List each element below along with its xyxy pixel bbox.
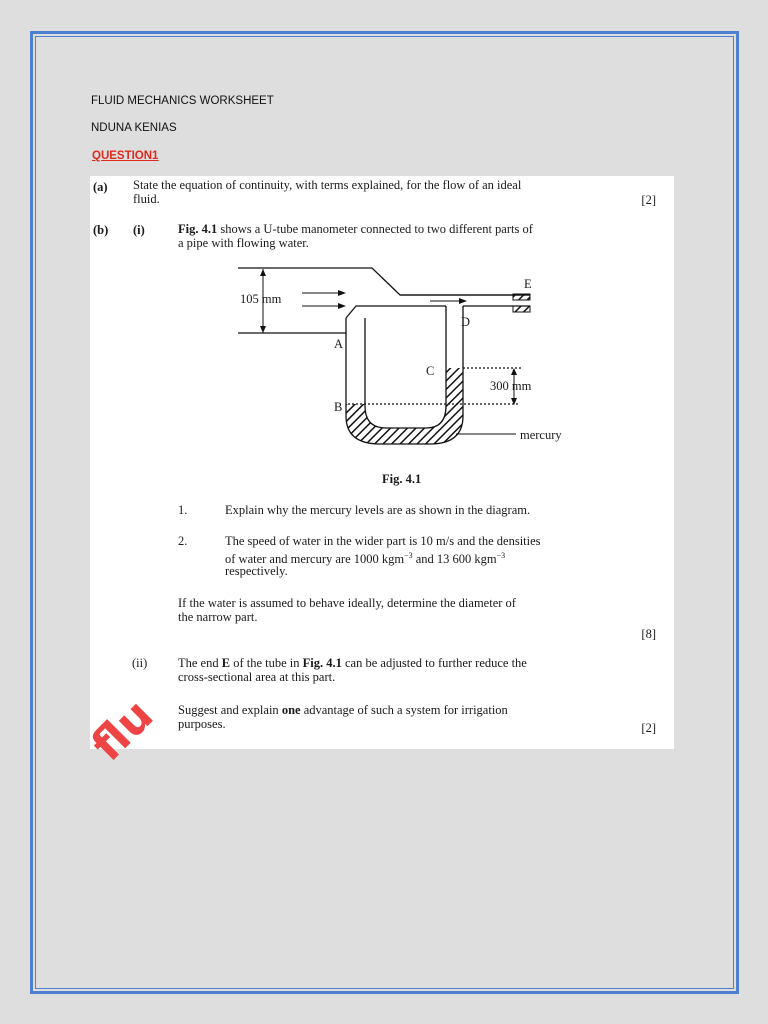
author-name: NDUNA KENIAS <box>91 122 177 134</box>
part-bi-text-line1-rest: shows a U-tube manometer connected to two different parts of <box>217 222 533 236</box>
pipe-bottom-wall-left <box>238 318 346 333</box>
part-bii-text-c: can be adjusted to further reduce the <box>341 656 527 670</box>
item1-text: Explain why the mercury levels are as shown in the diagram. <box>225 503 531 517</box>
item2-text-line3: respectively. <box>225 564 288 578</box>
label-c: C <box>426 364 435 378</box>
suggest-text-a: Suggest and explain <box>178 703 282 717</box>
watermark: flu <box>82 689 164 772</box>
suggest-one: one <box>281 703 301 717</box>
part-bii-text-a: The end <box>178 656 222 670</box>
part-bii-marks: [2] <box>641 721 656 735</box>
fig-ref: Fig. 4.1 <box>178 222 218 236</box>
part-bii-e: E <box>221 656 231 670</box>
question-heading: QUESTION1 <box>92 150 159 162</box>
suggest-text-line2: purposes. <box>178 717 226 731</box>
part-bi-text-line2: a pipe with flowing water. <box>178 236 309 250</box>
part-a-marks: [2] <box>641 193 656 207</box>
part-a-text-line1: State the equation of continuity, with terms explained, for the flow of an ideal <box>133 178 522 192</box>
pipe-top-wall <box>238 268 530 295</box>
part-bii-text-b: of the tube in <box>230 656 303 670</box>
label-b: B <box>334 400 343 414</box>
label-300mm: 300 mm <box>490 379 532 393</box>
ideal-text-line2: the narrow part. <box>178 610 258 624</box>
suggest-text-line1 <box>178 703 508 717</box>
label-e: E <box>524 277 532 291</box>
part-b-label: (b) <box>93 223 109 237</box>
pipe-bottom-wall-narrow <box>346 306 446 318</box>
figure-caption: Fig. 4.1 <box>382 472 422 486</box>
part-bii-fig-ref: Fig. 4.1 <box>302 656 342 670</box>
item2-text-line2-a: of water and mercury are 1000 kgm <box>225 552 405 567</box>
part-bi-label: (i) <box>133 223 145 237</box>
part-bi-marks: [8] <box>641 627 656 641</box>
item2-sup2: −3 <box>496 551 506 560</box>
label-d: D <box>461 315 471 329</box>
item2-number: 2. <box>178 534 188 548</box>
part-a-label: (a) <box>93 180 108 194</box>
label-mercury: mercury <box>520 428 562 442</box>
ideal-text-line1: If the water is assumed to behave ideally, determine the diameter of <box>178 596 516 610</box>
label-105mm: 105 mm <box>240 292 282 306</box>
part-bii-text-line1 <box>178 656 527 670</box>
u-tube-manometer-diagram <box>90 176 674 496</box>
suggest-text-b: advantage of such a system for irrigation <box>300 703 508 717</box>
part-bii-text-line2: cross-sectional area at this part. <box>178 670 336 684</box>
worksheet-title: FLUID MECHANICS WORKSHEET <box>91 95 274 107</box>
item1-number: 1. <box>178 503 188 517</box>
label-a: A <box>334 337 344 351</box>
item2-sup1: −3 <box>404 551 413 560</box>
question-scan <box>90 176 674 749</box>
part-a-text-line2: fluid. <box>133 192 160 206</box>
item2-text-line1: The speed of water in the wider part is 10 m/s and the densities <box>225 534 541 548</box>
item2-text-line2-b: and 13 600 kgm <box>412 552 497 567</box>
part-bii-label: (ii) <box>132 656 148 670</box>
